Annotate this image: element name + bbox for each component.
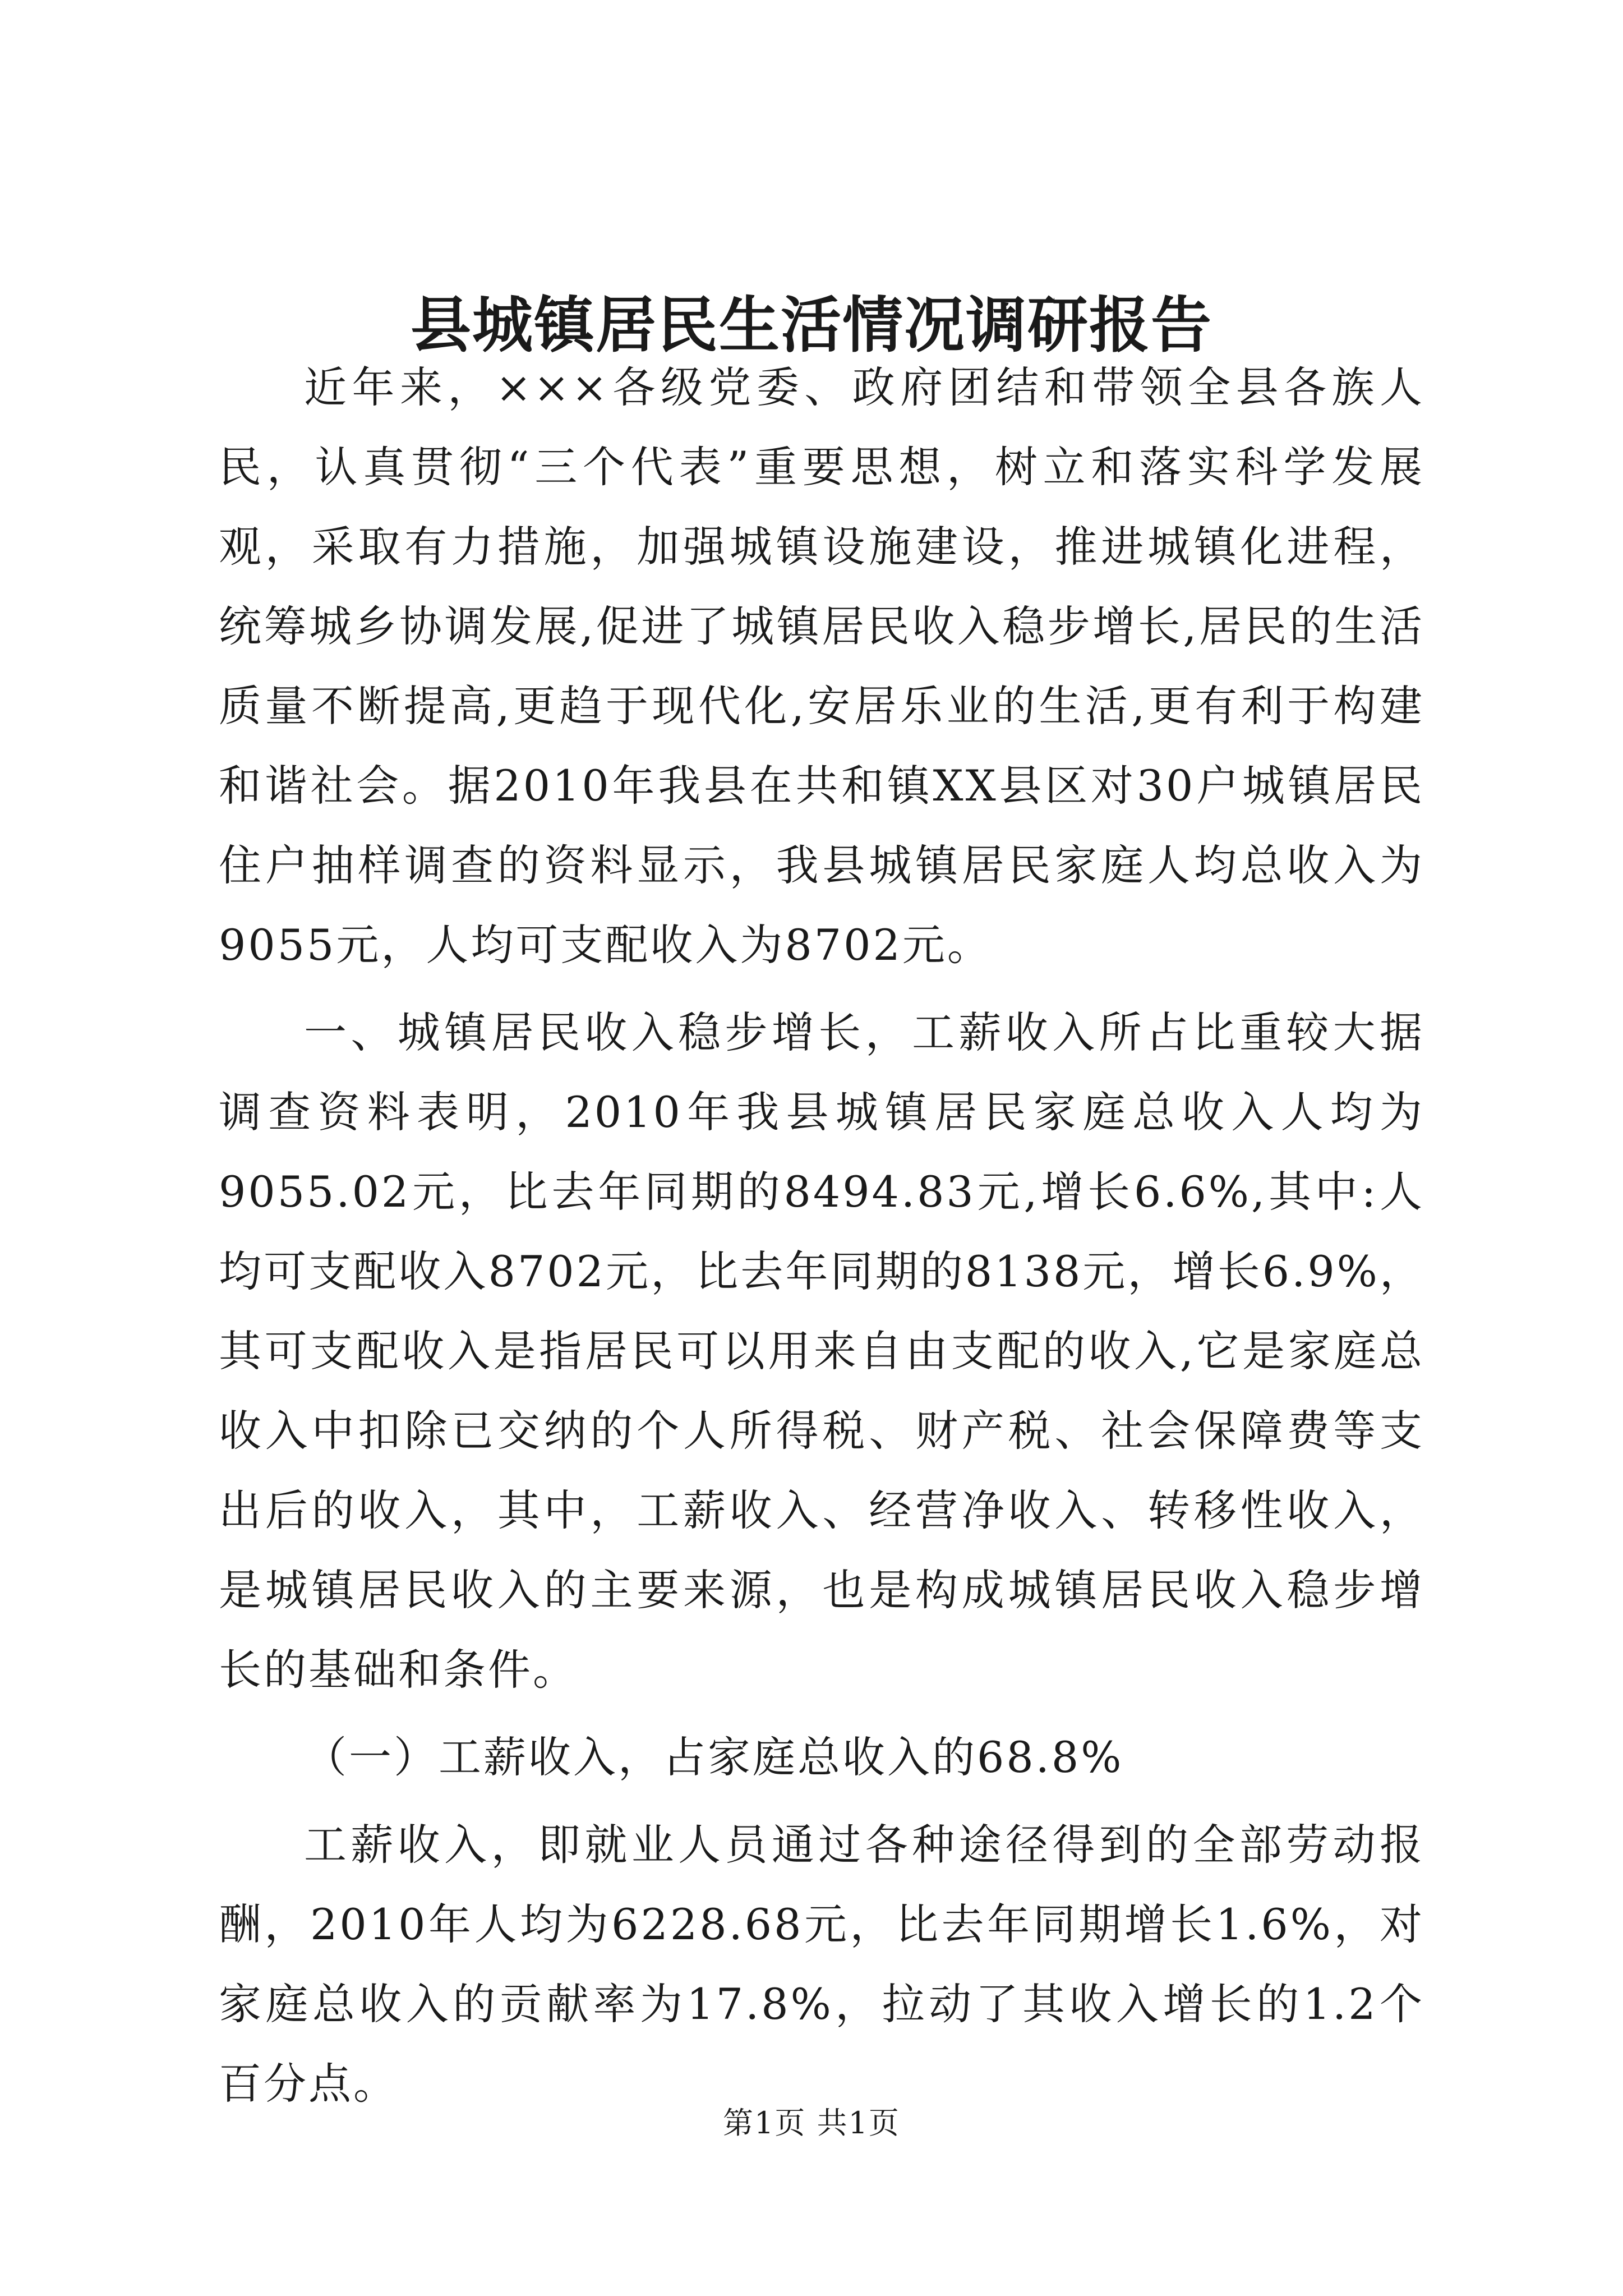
document-body [219,348,1424,2124]
paragraph-section-1: 一、城镇居民收入稳步增长，工薪收入所占比重较大据调查资料表明，2010年我县城镇居民家庭总收入人均为9055.02元，比去年同期的8494.83元,增长6.6%,其中:人均可支配收入8702元，比去年同期的8138元，增长6.9%，其可支配收入是指居民可以用来自由支配的收入,它是家庭总收入中扣除已交纳的个人所得税、财产税、社会保障费等支出后的收入，其中，工薪收入、经营净收入、转移性收入，是城镇居民收入的主要来源，也是构成城镇居民收入稳步增长的基础和条件。 [219,1007,1424,1695]
document-title: 县城镇居民生活情况调研报告 [410,290,1212,361]
paragraph-subheading-1: （一）工薪收入，占家庭总收入的68.8% [304,1732,1124,1782]
page-footer: 第1页 共1页 [723,2105,900,2141]
paragraph-wage-income: 工薪收入，即就业人员通过各种途径得到的全部劳动报酬，2010年人均为6228.68元，比去年同期增长1.6%，对家庭总收入的贡献率为17.8%，拉动了其收入增长的1.2个百分点。 [219,1820,1424,2109]
paragraph-intro: 近年来，×××各级党委、政府团结和带领全县各族人民，认真贯彻“三个代表”重要思想，树立和落实科学发展观，采取有力措施，加强城镇设施建设，推进城镇化进程，统筹城乡协调发展,促进了城镇居民收入稳步增长,居民的生活质量不断提高,更趋于现代化,安居乐业的生活,更有利于构建和谐社会。据2010年我县在共和镇XX县区对30户城镇居民住户抽样调查的资料显示，我县城镇居民家庭人均总收入为9055元，人均可支配收入为8702元。 [219,362,1424,970]
